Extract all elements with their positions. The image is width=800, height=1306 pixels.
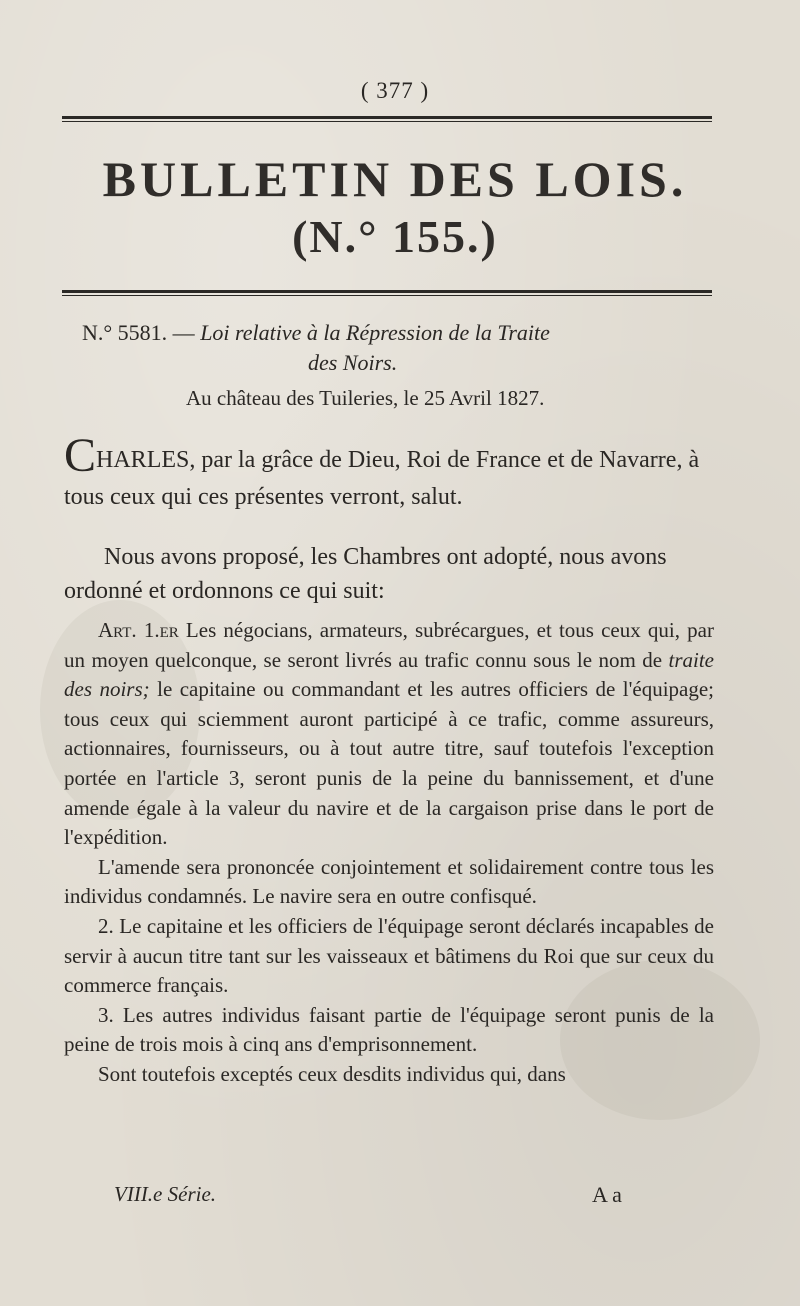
article-3: 3. Les autres individus faisant partie de l'équipage seront punis de la peine de trois mois à cinq ans d'emprisonnement. <box>64 1002 714 1057</box>
series-label: VIII.e Série. <box>114 1182 217 1206</box>
article-1-italic: traite des noirs; <box>64 647 714 702</box>
bulletin-number: (N.° 155.) <box>292 211 498 262</box>
place-date: Au château des Tuileries, le 25 Avril 1827. <box>186 386 545 410</box>
law-title-1: Loi relative à la Répression de la Traite <box>200 320 550 345</box>
article-1 <box>64 616 714 853</box>
law-heading <box>64 318 714 377</box>
intro-text: HARLES, par la grâce de Dieu, Roi de France et de Navarre, à tous ceux qui ces présentes verront, salut. <box>64 447 700 510</box>
law-number: N.° 5581. — <box>82 320 201 345</box>
drop-cap: C <box>64 429 97 482</box>
royal-intro <box>64 429 714 514</box>
top-rule <box>62 116 712 122</box>
bulletin-title: BULLETIN DES LOIS. <box>102 151 688 207</box>
law-title-2: des Noirs. <box>308 349 398 375</box>
signature-mark: A a <box>592 1182 622 1207</box>
title-rule <box>62 290 712 296</box>
enacting-formula: Nous avons proposé, les Chambres ont adopté, nous avons ordonné et ordonnons ce qui suit: <box>64 544 667 604</box>
article-1-label: Art. 1.er <box>98 618 186 642</box>
articles <box>64 616 714 1090</box>
article-3-paragraph-2: Sont toutefois exceptés ceux desdits individus qui, dans <box>98 1061 566 1086</box>
page-number: ( 377 ) <box>360 78 430 103</box>
article-1-text-a: Les négocians, armateurs, subrécargues, et tous ceux qui, par un moyen quelconque, se seront livrés au trafic connu sous le nom de <box>64 618 714 672</box>
article-1-text-b: le capitaine ou commandant et les autres officiers de l'équipage; tous ceux qui sciemment auront participé à ce trafic, comme assureurs, actionnaires, fournisseurs, ou à tout autre titre, sauf toutefois l'exception portée en l'article 3, seront punis de la peine du bannissement, et d'une amende égale à la valeur du navire et de la cargaison prise dans le port de l'expédition. <box>64 677 714 850</box>
article-2: 2. Le capitaine et les officiers de l'équipage seront déclarés incapables de servir à aucun titre tant sur les vaisseaux et bâtimens du Roi que sur ceux du commerce français. <box>64 913 714 998</box>
article-1-paragraph-2: L'amende sera prononcée conjointement et solidairement contre tous les individus condamnés. Le navire sera en outre confisqué. <box>64 854 714 909</box>
